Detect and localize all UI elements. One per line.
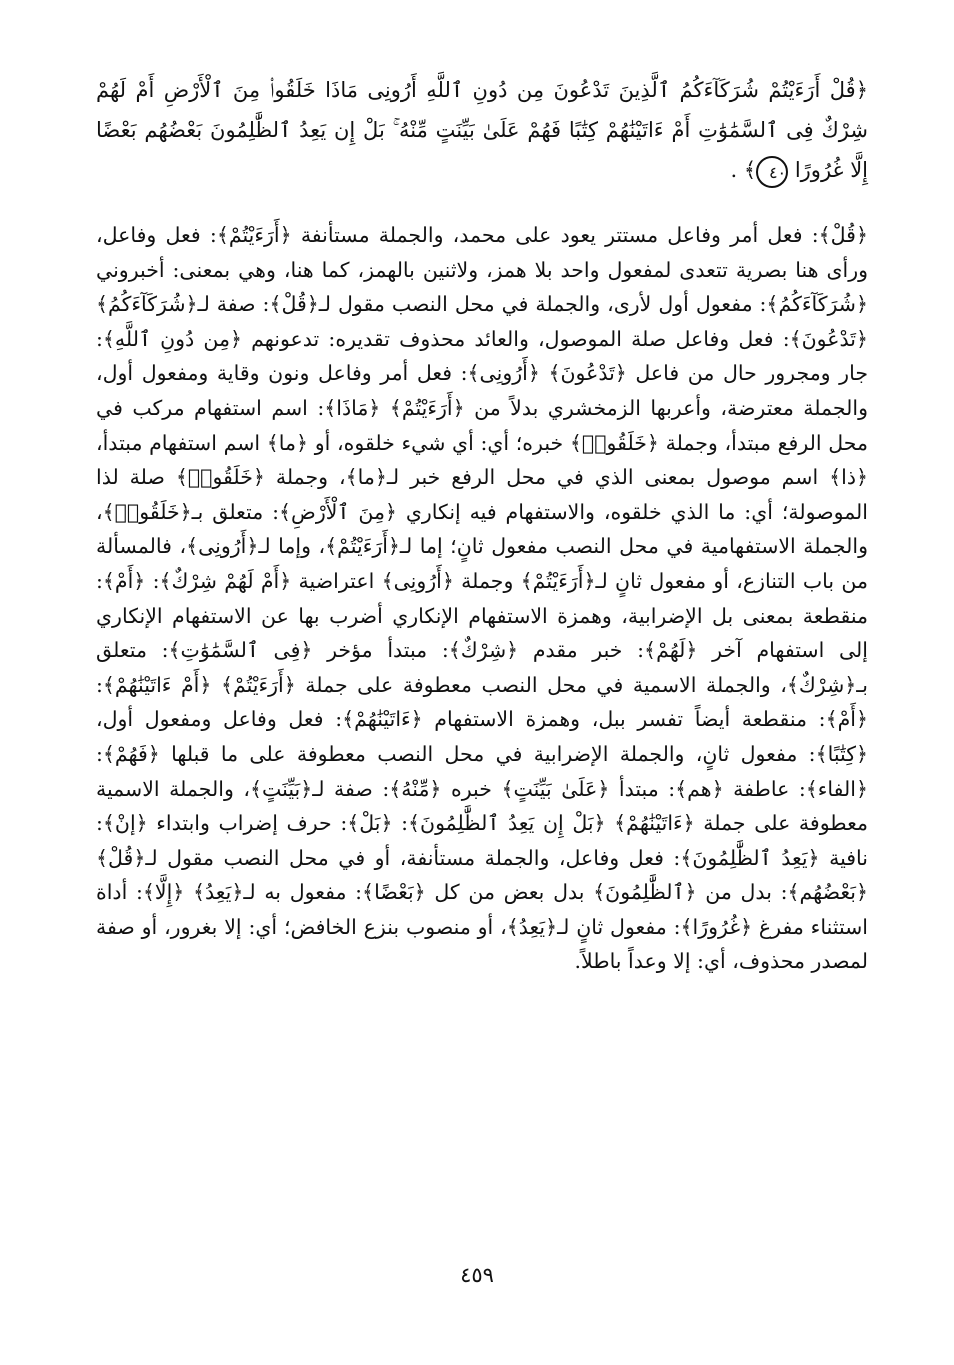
page-number: ٤٥٩ [460, 1263, 494, 1287]
verse-text: ﴿قُلْ أَرَءَيْتُمْ شُرَكَآءَكُمُ ٱلَّذِينَ تَدْعُونَ مِن دُونِ ٱللَّهِ أَرُونِى مَاذَا خَلَقُوا۟ مِنَ ٱلْأَرْضِ أَمْ لَهُمْ شِرْكٌ فِى ٱلسَّمَٰوَٰتِ أَمْ ءَاتَيْنَٰهُمْ كِتَٰبًا فَهُمْ عَلَىٰ بَيِّنَتٍ مِّنْهُ ۚ بَلْ إِن يَعِدُ ٱلظَّٰلِمُونَ بَعْضُهُم بَعْضًا إِلَّا غُرُورًا [96, 78, 868, 182]
quran-verse [96, 70, 868, 190]
ayah-number-icon: ٤٠ [756, 156, 788, 188]
verse-closing: ﴾ . [730, 158, 757, 182]
page-content [96, 70, 868, 979]
grammatical-analysis: ﴿قُلْ﴾: فعل أمر وفاعل مستتر يعود على محمد، والجملة مستأنفة ﴿أَرَءَيْتُمْ﴾: فعل وفاعل، ورأى هنا بصرية تتعدى لمفعول واحد بلا همز، ولاثنين بالهمز، كما هنا، وهي بمعنى: أخبروني ﴿شُرَكَآءَكُمُ﴾: مفعول أول لأرى، والجملة في محل النصب مقول لـ﴿قُلْ﴾: صفة لـ﴿شُرَكَآءَكُمُ﴾ ﴿تَدْعُونَ﴾: فعل وفاعل صلة الموصول، والعائد محذوف تقديره: تدعونهم ﴿مِن دُونِ ٱللَّهِ﴾: جار ومجرور حال من فاعل ﴿تَدْعُونَ﴾ ﴿أَرُونِى﴾: فعل أمر وفاعل ونون وقاية ومفعول أول، والجملة معترضة، وأعربها الزمخشري بدلاً من ﴿أَرَءَيْتُمْ﴾ ﴿مَاذَا﴾: اسم استفهام مركب في محل الرفع مبتدأ، وجملة ﴿خَلَقُوا۟﴾ خبره؛ أي: أي شيء خلقوه، أو ﴿ما﴾ اسم استفهام مبتدأ، ﴿ذا﴾ اسم موصول بمعنى الذي في محل الرفع خبر لـ﴿ما﴾، وجملة ﴿خَلَقُوا۟﴾ صلة لذا الموصولة؛ أي: ما الذي خلقوه، والاستفهام فيه إنكاري ﴿مِنَ ٱلْأَرْضِ﴾: متعلق بـ﴿خَلَقُوا۟﴾، والجملة الاستفهامية في محل النصب مفعول ثانٍ؛ إما لـ﴿أَرَءَيْتُمْ﴾، وإما لـ﴿أَرُونِى﴾، فالمسألة من باب التنازع، أو مفعول ثانٍ لـ﴿أَرَءَيْتُمْ﴾ وجملة ﴿أَرُونِى﴾ اعتراضية ﴿أَمْ لَهُمْ شِرْكٌ﴾: ﴿أَمْ﴾: منقطعة بمعنى بل الإضرابية، وهمزة الاستفهام الإنكاري أضرب بها عن الاستفهام الإنكاري إلى استفهام آخر ﴿لَهُمْ﴾: خبر مقدم ﴿شِرْكٌ﴾: مبتدأ مؤخر ﴿فِى ٱلسَّمَٰوَٰتِ﴾: متعلق بـ﴿شِرْكٌ﴾، والجملة الاسمية في محل النصب معطوفة على جملة ﴿أَرَءَيْتُمْ﴾ ﴿أَمْ ءَاتَيْنَٰهُمْ﴾: ﴿أَمْ﴾: منقطعة أيضاً تفسر ببل، وهمزة الاستفهام ﴿ءَاتَيْنَٰهُمْ﴾: فعل وفاعل ومفعول أول، ﴿كِتَٰبًا﴾: مفعول ثانٍ، والجملة الإضرابية في محل النصب معطوفة على ما قبلها ﴿فَهُمْ﴾: ﴿الفاء﴾: عاطفة ﴿هم﴾: مبتدأ ﴿عَلَىٰ بَيِّنَتٍ﴾ خبره ﴿مِّنْهُ﴾: صفة لـ﴿بَيِّنَتٍ﴾، والجملة الاسمية معطوفة على جملة ﴿ءَاتَيْنَٰهُمْ﴾ ﴿بَلْ إِن يَعِدُ ٱلظَّٰلِمُونَ﴾: ﴿بَلْ﴾: حرف إضراب وابتداء ﴿إنْ﴾: نافية ﴿يَعِدُ ٱلظَّٰلِمُونَ﴾: فعل وفاعل، والجملة مستأنفة، أو في محل النصب مقول لـ﴿قُلْ﴾ ﴿بَعْضُهُم﴾: بدل من ﴿ٱلظَّٰلِمُونَ﴾ بدل بعض من كل ﴿بَعْضًا﴾: مفعول به لـ﴿يَعِدُ﴾ ﴿إِلَّا﴾: أداة استثناء مفرغ ﴿غُرُورًا﴾: مفعول ثانٍ لـ﴿يَعِدُ﴾، أو منصوب بنزع الخافض؛ أي: إلا بغرور، أو صفة لمصدر محذوف، أي: إلا وعداً باطلاً. [96, 223, 868, 974]
